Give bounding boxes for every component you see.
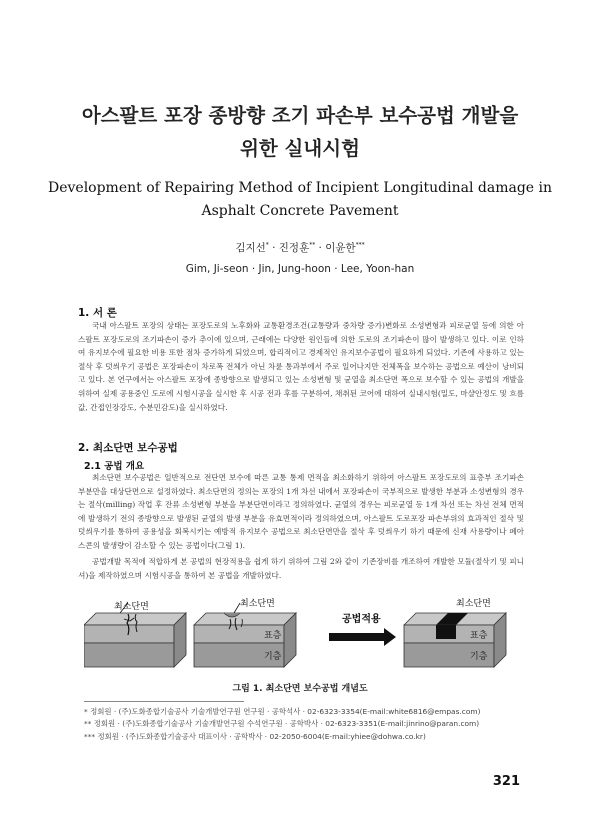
footnote-text: 정회원 · (주)도화종합기술공사 기술개발연구원 연구원 · 공학석사 · 02-6323-3354(E-mail:white6816@empas.com) (90, 707, 481, 716)
section-2-1-paragraph-2 (78, 555, 524, 582)
section-1-text: 국내 아스팔트 포장의 상태는 포장도로의 노후화와 교통환경조건(교통량과 중차량 증가)변화로 소성변형과 피로균열 등에 의한 아스팔트 포장도로의 조기파손이 증가 추이에 있으며, 근래에는 다양한 원인들에 의한 도로의 조기파손이 많이 발생하고 있다. 이로 인하여 유지보수에 필요한 비용 또한 점차 증가하게 되었으며, 합리적이고 경제적인 유지보수공법이 필요하게 되었다. 기존에 사용하고 있는 절삭 후 덧씌우기 공법은 포장파손이 차로폭 전체가 아닌 차륜 통과부에서 주로 일어나지만 전체폭을 보수하는 공법으로 예산이 낭비되고 있다. 본 연구에서는 아스팔트 포장에 종방향으로 발생되고 있는 소성변형 및 균열을 최소단면 폭으로 보수할 수 있는 공법의 개발을 위하여 실제 공용중인 도로에 시험시공을 실시한 후 시공 전과 후를 구분하여, 채취된 코어에 대하여 실내시험(밀도, 마샬안정도 및 흐름값, 간접인장강도, 수분민감도)을 실시하였다. (78, 321, 524, 412)
title-english-line-2: Asphalt Concrete Pavement (201, 203, 399, 219)
block-before-1 (84, 603, 186, 667)
title-korean-line-1: 아스팔트 포장 종방향 조기 파손부 보수공법 개발을 (81, 104, 519, 127)
author-2-name: 진정훈 (278, 242, 310, 254)
section-2-1-text-1: 최소단면 보수공법은 일반적으로 전단면 보수에 따른 교통 통제 면적을 최소화하기 위하여 아스팔트 포장도로의 표층부 조기파손 부분만을 대상단면으로 설정하였다. 최소단면의 정의는 포장의 1개 차선 내에서 포장파손이 국부적으로 발생한 부분과 소성변형의 경우는 절삭(milling) 작업 후 잔류 소성변형 부분을 부분단면이라고 정의하였다. 균열의 경우는 피로균열 등 1개 차선 또는 차선 전체 면적에 발생하기 전의 종방향으로 발생된 균열의 발생 부분을 유효면적이라 정의하였으며, 아스팔트 도로포장 파손부위의 효과적인 절삭 및 덧씌우기를 통하여 공용성을 회복시키는 예방적 유지보수 공법으로 최소단면만을 절삭 후 덧씌우기 하기 때문에 신재 사용량이나 폐아스콘의 발생량이 감소할 수 있는 공법이다(그림 1). (78, 473, 524, 550)
section-2-1-text-2: 공법개발 목적에 적합하게 본 공법의 현장적용을 쉽게 하기 위하여 그림 2와 같이 기존장비를 개조하여 개발한 모듈(절삭기 및 피니셔)을 제작하였으며 시험시공을 통하여 본 공법을 개발하였다. (78, 557, 524, 580)
author-separator: · (268, 242, 279, 254)
label-apply-method: 공법적용 (342, 614, 381, 625)
section-1-heading: 1. 서 론 (78, 307, 117, 319)
footnote-1 (84, 706, 524, 718)
footnote-3 (84, 731, 524, 743)
footnote-text: 정회원 · (주)도화종합기술공사 기술개발연구원 수석연구원 · 공학박사 · 02-6323-3351(E-mail:jinrino@paran.com) (93, 719, 480, 729)
footnote-text: 정회원 · (주)도화종합기술공사 대표이사 · 공학박사 · 02-2050-6004(E-mail:yhiee@dohwa.co.kr) (97, 731, 426, 741)
section-2-heading: 2. 최소단면 보수공법 (78, 442, 178, 454)
label-min-section-1: 최소단면 (114, 602, 149, 612)
author-3-mark: *** (355, 241, 365, 249)
footnote-mark: ** (84, 719, 92, 729)
label-surface-layer-1: 표층 (264, 631, 282, 641)
label-min-section-3: 최소단면 (456, 599, 491, 609)
authors-korean (0, 240, 600, 255)
label-base-layer-1: 기층 (264, 652, 282, 662)
label-min-section-2: 최소단면 (240, 599, 275, 609)
footnote-divider (84, 701, 244, 702)
figure-1-caption: 그림 1. 최소단면 보수공법 개념도 (232, 684, 368, 694)
figure-1 (84, 597, 516, 677)
footnote-2 (84, 718, 524, 730)
footnotes (84, 706, 524, 743)
section-2-1-paragraph-1 (78, 471, 524, 553)
author-separator: · (315, 242, 326, 254)
footnote-mark: * (84, 707, 88, 716)
author-1-mark: * (265, 241, 269, 249)
authors-english: Gim, Ji-seon · Jin, Jung-hoon · Lee, Yoon-han (185, 263, 415, 275)
block-after (404, 613, 506, 667)
footnote-mark: *** (84, 731, 96, 741)
author-3-name: 이윤한 (325, 242, 356, 254)
arrow-right-icon (329, 628, 396, 646)
author-1-name: 김지선 (235, 242, 266, 254)
figure-1-diagram (84, 597, 516, 677)
label-surface-layer-2: 표층 (470, 631, 488, 641)
title-korean-line-2: 위한 실내시험 (240, 137, 360, 160)
author-2-mark: ** (309, 241, 316, 249)
section-2-1-heading: 2.1 공법 개요 (84, 461, 145, 472)
repair-section-front (436, 625, 456, 639)
page-number: 321 (492, 774, 520, 789)
title-english-line-1: Development of Repairing Method of Incipient Longitudinal damage in (47, 180, 553, 196)
label-base-layer-2: 기층 (470, 652, 488, 662)
section-1-paragraph (78, 319, 524, 414)
